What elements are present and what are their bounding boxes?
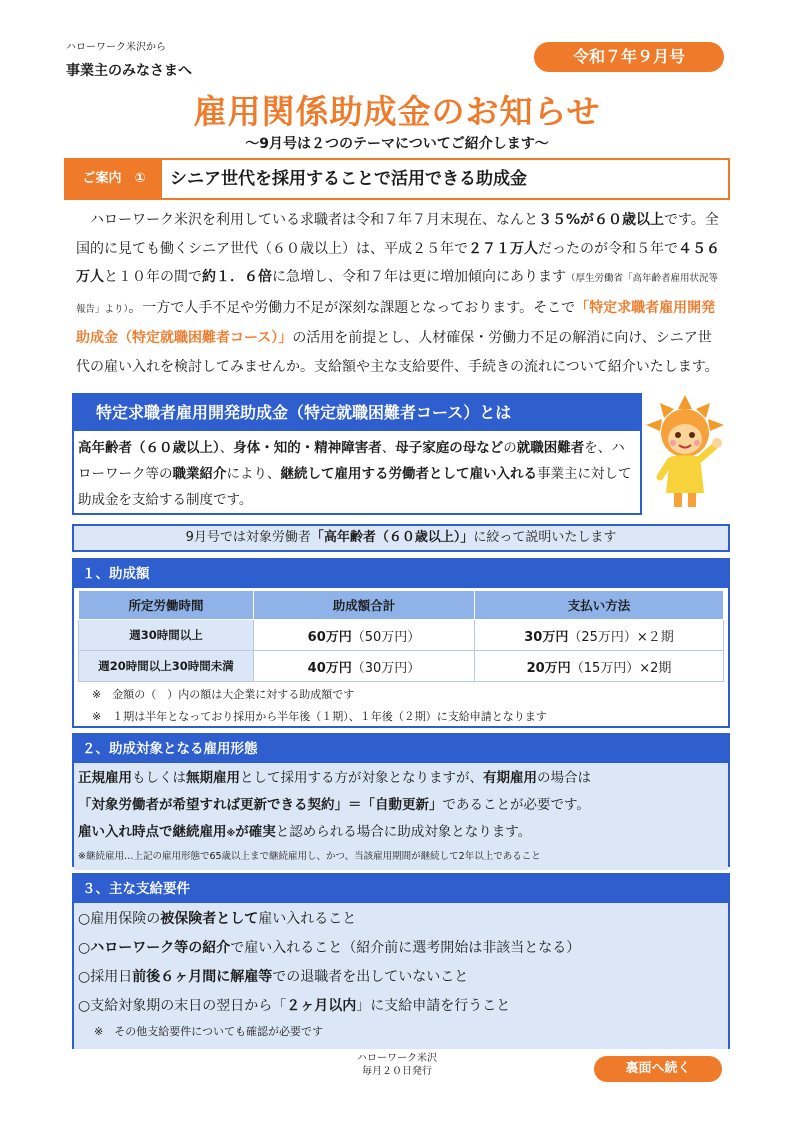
para-source: （厚生労働省「高年齢者雇用状況等報告」より） [76,273,719,315]
s2-mark: ※ [226,829,236,839]
s2-text: であることが必要です。 [442,797,590,813]
table-row [79,620,724,651]
continue-on-back-badge: 裏面へ続く [594,1056,722,1082]
section-3-title: ３、主な支給要件 [74,875,728,903]
amount-note: （50万円） [351,629,421,645]
note-bold: 「高年齢者（６０歳以上）」 [310,530,474,545]
req-text: ○採用日 [78,969,133,985]
hours-cell: 週20時間以上30時間未満 [79,651,254,682]
section-employment-type [72,733,730,867]
mascot-illustration [640,393,730,513]
mascot-icon [640,393,730,513]
para-text: ハローワーク米沢を利用している求職者は令和７年７月末現在、なんと [90,212,538,228]
def-text: を、ハローワーク等の [78,440,625,482]
issue-date-badge: 令和７年９月号 [534,42,724,72]
pay-cell [475,651,724,682]
s2-text: もしくは [132,770,186,786]
def-text: の [503,440,517,456]
def-bold: 職業紹介 [172,466,227,482]
pay-value: 30万円 [524,629,569,645]
para-bold: ３５%が６０歳以上 [538,212,665,228]
page-title: 雇用関係助成金のお知らせ [193,92,601,131]
def-bold: 高年齢者（６０歳以上） [78,440,220,456]
s2-bold: 有期雇用 [483,770,537,786]
req-text: ○雇用保険の [78,911,161,927]
section-3-footnote: ※ その他支給要件についても確認が必要です [94,1025,323,1038]
requirement-item [78,934,722,963]
req-text: 」に支給申請を行うこと [356,998,511,1014]
req-text: での退職者を出していないこと [272,969,469,985]
para-highlight: 「特定求職者雇用開発助成金（特定就職困難者コース）」 [76,299,716,346]
target-note [72,524,730,552]
pay-cell [475,620,724,651]
recipient-label: 事業主のみなさまへ [66,63,192,79]
section-2-line [78,765,722,792]
def-text: 事業主に対して助成金を支給する制度です。 [78,466,632,508]
definition-body [78,435,638,513]
req-text: ○支給対象期の末日の翌日から「 [78,998,287,1014]
section-requirements [72,873,730,1049]
amount-value: 60万円 [307,629,352,645]
section-2-footnote: ※継続雇用…上記の雇用形態で65歳以上まで継続雇用し、かつ、当該雇用期間が継続して2年以上であること [78,851,541,862]
table-header-row [79,591,724,620]
section-2-body [74,763,728,870]
table-header: 助成額合計 [254,591,475,620]
para-text: に急増し、令和７年は更に増加傾向にあります [272,269,566,285]
s2-text: の場合は [537,770,591,786]
amount-note: （30万円） [351,660,421,676]
def-text: 、 [381,440,396,456]
amount-cell [254,651,475,682]
s2-bold: が確実 [235,824,276,840]
section-3-body [74,903,728,1049]
amount-cell [254,620,475,651]
table-header: 支払い方法 [475,591,724,620]
para-text: です。全国的に見ても働くシニア世代（６０歳以上）は、平成２５年で [76,212,719,257]
amount-note-2: ※ １期は半年となっており採用から半年後（１期）、１年後（２期）に支給申請となります [92,710,547,723]
req-bold: 被保険者として [160,911,259,927]
pay-value: 20万円 [526,660,571,676]
pay-note: （25万円）×２期 [568,629,674,645]
s2-text: として採用する方が対象となりますが、 [240,770,483,786]
table-header: 所定労働時間 [79,591,254,620]
amount-note-1: ※ 金額の（ ）内の額は大企業に対する助成額です [92,688,355,701]
note-text: 9月号では対象労働者 [185,530,311,545]
requirement-item [78,905,722,934]
intro-heading [64,158,730,200]
pay-note: （15万円）×2期 [570,660,672,676]
para-bold: ４５６万人 [76,240,720,285]
section-2-title: ２、助成対象となる雇用形態 [74,735,728,763]
footer-org: ハローワーク米沢 [357,1053,437,1064]
definition-header: 特定求職者雇用開発助成金（特定就職困難者コース）とは [74,395,640,431]
subsidy-table [78,590,724,682]
s2-bold: 「対象労働者が希望すれば更新できる契約」＝「自動更新」 [78,797,443,813]
definition-box [72,393,642,515]
para-text: だったのが令和５年で [538,240,678,257]
def-bold: 継続して雇用する労働者として雇い入れる [280,466,537,482]
table-row [79,651,724,682]
req-text: 雇い入れること [258,911,357,927]
def-bold: 就職困難者 [516,440,585,456]
req-bold: ハローワーク等の紹介 [90,940,231,956]
requirement-item [78,992,722,1021]
amount-value: 40万円 [307,660,352,676]
s2-bold: 雇い入れ時点で継続雇用 [78,824,227,840]
para-bold: ２７１万人 [468,240,538,257]
footer-issue: 毎月２０日発行 [362,1066,432,1077]
s2-bold: 無期雇用 [186,770,240,786]
s2-text: と認められる場合に助成対象となります。 [275,824,532,840]
para-text: の活用を前提とし、人材確保・労働力不足の解消に向け、シニア世代の雇い入れを検討してみませんか。支給額や主な支給要件、手続きの流れについて紹介いたします。 [76,330,719,375]
hours-cell: 週30時間以上 [79,620,254,651]
req-text: ○ [78,940,91,956]
s2-bold: 正規雇用 [78,770,132,786]
req-text: で雇い入れること（紹介前に選考開始は非該当となる） [230,940,581,956]
def-text: により、 [226,466,281,482]
def-bold: 身体・知的・精神障害者 [233,440,382,456]
section-subsidy-amount [72,558,730,728]
para-text: と１０年の間で [104,269,202,285]
para-text: 。一方で人手不足や労働力不足が深刻な課題となっております。そこで [128,299,576,316]
req-bold: ２ヶ月以内 [286,998,357,1014]
requirement-item [78,963,722,992]
section-2-line [78,819,722,848]
intro-paragraph [76,206,720,381]
intro-tag: ご案内 ① [66,160,162,198]
page-subtitle: ～9月号は２つのテーマについてご紹介します～ [245,136,549,152]
def-bold: 母子家庭の母など [395,440,504,456]
req-bold: 前後６ヶ月間に解雇等 [132,969,273,985]
note-text: に絞って説明いたします [473,530,617,545]
intro-title: シニア世代を採用することで活用できる助成金 [170,169,527,189]
para-bold: 約１．６倍 [202,269,272,285]
def-text: 、 [219,440,234,456]
section-2-line [78,792,722,819]
section-1-title: １、助成額 [74,560,728,588]
sender-label: ハローワーク米沢から [66,42,166,53]
